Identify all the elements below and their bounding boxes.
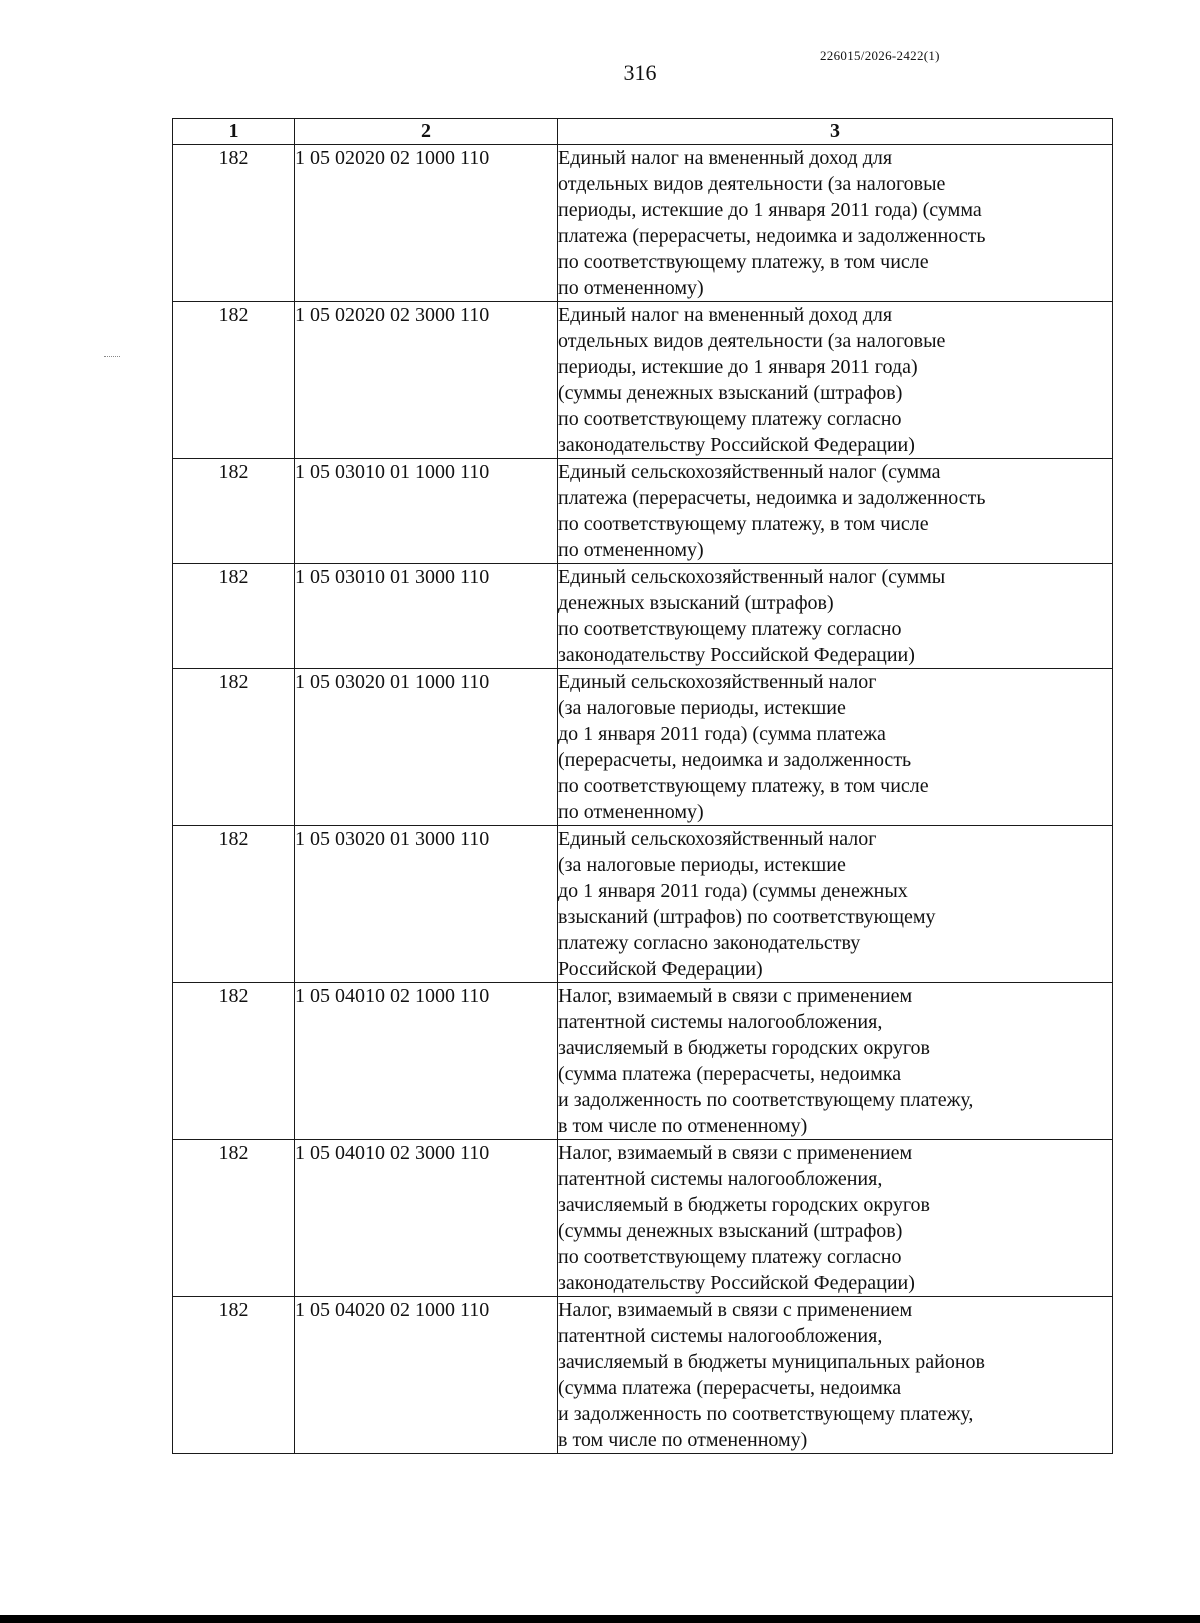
admin-code-cell: 182 <box>173 459 295 564</box>
table-row <box>173 1140 1113 1297</box>
admin-code-cell: 182 <box>173 826 295 983</box>
description-line: законодательству Российской Федерации) <box>558 644 915 666</box>
table-row <box>173 459 1113 564</box>
revenue-description-cell <box>558 983 1113 1140</box>
admin-code-cell: 182 <box>173 1140 295 1297</box>
budget-classification-code-cell: 1 05 04010 02 1000 110 <box>295 983 558 1140</box>
column-header-3: 3 <box>558 119 1113 145</box>
description-line: (за налоговые периоды, истекшие <box>558 854 846 876</box>
description-line: зачисляемый в бюджеты городских округов <box>558 1194 931 1216</box>
budget-classification-code-cell: 1 05 02020 02 1000 110 <box>295 145 558 302</box>
description-line: (перерасчеты, недоимка и задолженность <box>558 749 912 771</box>
description-line: отдельных видов деятельности (за налоговые <box>558 330 946 352</box>
page-number: 316 <box>623 60 657 85</box>
description-line: по отмененному) <box>558 277 704 299</box>
description-line: взысканий (штрафов) по соответствующему <box>558 906 936 928</box>
revenue-description-cell <box>558 669 1113 826</box>
description-line: патентной системы налогообложения, <box>558 1325 883 1347</box>
admin-code-cell: 182 <box>173 302 295 459</box>
description-line: Единый сельскохозяйственный налог (сумма <box>558 461 941 483</box>
table-row <box>173 145 1113 302</box>
admin-code-cell: 182 <box>173 983 295 1140</box>
table-row <box>173 1297 1113 1454</box>
description-line: по соответствующему платежу согласно <box>558 408 902 430</box>
description-line: законодательству Российской Федерации) <box>558 1272 915 1294</box>
table-body <box>173 145 1113 1454</box>
admin-code-cell: 182 <box>173 564 295 669</box>
description-line: отдельных видов деятельности (за налоговые <box>558 173 946 195</box>
table-row <box>173 564 1113 669</box>
description-line: в том числе по отмененному) <box>558 1115 808 1137</box>
table-row <box>173 669 1113 826</box>
description-line: по соответствующему платежу, в том числе <box>558 251 929 273</box>
budget-classification-code-cell: 1 05 02020 02 3000 110 <box>295 302 558 459</box>
budget-classification-code-cell: 1 05 03020 01 1000 110 <box>295 669 558 826</box>
description-line: патентной системы налогообложения, <box>558 1168 883 1190</box>
description-line: (сумма платежа (перерасчеты, недоимка <box>558 1377 902 1399</box>
description-line: платежа (перерасчеты, недоимка и задолженность <box>558 487 986 509</box>
description-line: и задолженность по соответствующему платежу, <box>558 1089 974 1111</box>
description-line: Единый налог на вмененный доход для <box>558 304 893 326</box>
budget-classification-code-cell: 1 05 03010 01 1000 110 <box>295 459 558 564</box>
table-row <box>173 302 1113 459</box>
scan-edge-bar <box>0 1615 1200 1623</box>
description-line: периоды, истекшие до 1 января 2011 года) <box>558 356 918 378</box>
description-line: (сумма платежа (перерасчеты, недоимка <box>558 1063 902 1085</box>
description-line: по соответствующему платежу, в том числе <box>558 775 929 797</box>
description-line: по отмененному) <box>558 801 704 823</box>
description-line: платежу согласно законодательству <box>558 932 861 954</box>
description-line: зачисляемый в бюджеты муниципальных районов <box>558 1351 985 1373</box>
description-line: (суммы денежных взысканий (штрафов) <box>558 1220 903 1242</box>
description-line: Единый сельскохозяйственный налог <box>558 671 877 693</box>
column-header-1: 1 <box>173 119 295 145</box>
description-line: периоды, истекшие до 1 января 2011 года) (сумма <box>558 199 982 221</box>
description-line: по отмененному) <box>558 539 704 561</box>
description-line: зачисляемый в бюджеты городских округов <box>558 1037 931 1059</box>
description-line: (за налоговые периоды, истекшие <box>558 697 846 719</box>
table-row <box>173 983 1113 1140</box>
revenue-description-cell <box>558 1297 1113 1454</box>
table-row <box>173 826 1113 983</box>
revenue-description-cell <box>558 1140 1113 1297</box>
revenue-description-cell <box>558 302 1113 459</box>
description-line: по соответствующему платежу, в том числе <box>558 513 929 535</box>
description-line: денежных взысканий (штрафов) <box>558 592 834 614</box>
budget-classification-code-cell: 1 05 03020 01 3000 110 <box>295 826 558 983</box>
revenue-description-cell <box>558 564 1113 669</box>
description-line: и задолженность по соответствующему платежу, <box>558 1403 974 1425</box>
budget-classification-code-cell: 1 05 04020 02 1000 110 <box>295 1297 558 1454</box>
description-line: до 1 января 2011 года) (сумма платежа <box>558 723 886 745</box>
description-line: (суммы денежных взысканий (штрафов) <box>558 382 903 404</box>
description-line: в том числе по отмененному) <box>558 1429 808 1451</box>
description-line: платежа (перерасчеты, недоимка и задолженность <box>558 225 986 247</box>
description-line: Единый сельскохозяйственный налог (суммы <box>558 566 946 588</box>
table-header-row <box>173 119 1113 145</box>
description-line: по соответствующему платежу согласно <box>558 1246 902 1268</box>
description-line: Единый сельскохозяйственный налог <box>558 828 877 850</box>
revenue-description-cell <box>558 826 1113 983</box>
description-line: Единый налог на вмененный доход для <box>558 147 893 169</box>
revenue-description-cell <box>558 145 1113 302</box>
admin-code-cell: 182 <box>173 1297 295 1454</box>
description-line: Налог, взимаемый в связи с применением <box>558 1299 913 1321</box>
description-line: Налог, взимаемый в связи с применением <box>558 1142 913 1164</box>
budget-code-table <box>172 118 1113 1454</box>
description-line: до 1 января 2011 года) (суммы денежных <box>558 880 908 902</box>
description-line: Налог, взимаемый в связи с применением <box>558 985 913 1007</box>
admin-code-cell: 182 <box>173 145 295 302</box>
description-line: по соответствующему платежу согласно <box>558 618 902 640</box>
budget-classification-code-cell: 1 05 04010 02 3000 110 <box>295 1140 558 1297</box>
description-line: Российской Федерации) <box>558 958 763 980</box>
budget-classification-code-cell: 1 05 03010 01 3000 110 <box>295 564 558 669</box>
revenue-description-cell <box>558 459 1113 564</box>
description-line: патентной системы налогообложения, <box>558 1011 883 1033</box>
description-line: законодательству Российской Федерации) <box>558 434 915 456</box>
admin-code-cell: 182 <box>173 669 295 826</box>
document-id: 226015/2026-2422(1) <box>820 48 940 63</box>
column-header-2: 2 <box>295 119 558 145</box>
scan-artifact <box>104 356 120 359</box>
